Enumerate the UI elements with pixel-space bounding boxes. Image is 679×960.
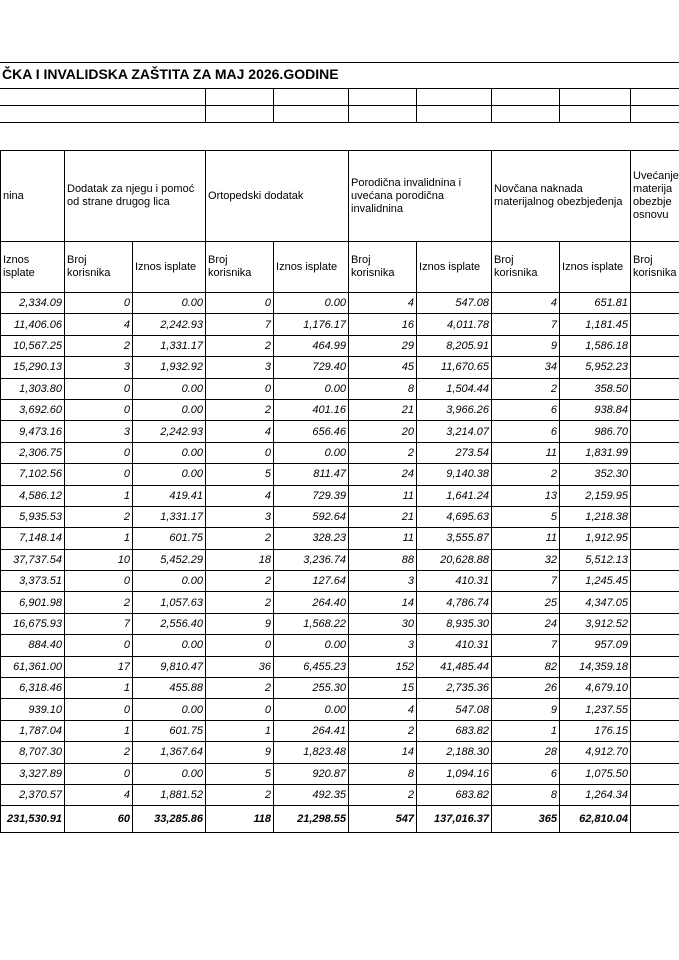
group-header-increase: Uvećanje materija obezbje osnovu <box>631 151 679 242</box>
table-cell: 8,205.91 <box>417 335 492 356</box>
table-cell: 176.15 <box>560 720 631 741</box>
table-cell: 328.23 <box>274 528 349 549</box>
table-cell-empty <box>631 399 679 420</box>
table-cell: 0.00 <box>133 763 206 784</box>
table-cell: 16,675.93 <box>1 613 65 634</box>
table-cell: 5 <box>492 506 560 527</box>
table-cell: 884.40 <box>1 635 65 656</box>
table-cell: 358.50 <box>560 378 631 399</box>
table-cell: 7,148.14 <box>1 528 65 549</box>
table-cell-empty <box>631 613 679 634</box>
table-cell: 1,218.38 <box>560 506 631 527</box>
benefits-table <box>0 150 679 833</box>
table-cell: 2 <box>492 464 560 485</box>
table-cell-empty <box>631 549 679 570</box>
table-cell: 683.82 <box>417 784 492 805</box>
table-cell: 11 <box>349 528 417 549</box>
table-cell: 11 <box>492 442 560 463</box>
table-cell: 0 <box>206 293 274 314</box>
sub-header-count: Broj korisnika <box>65 242 133 293</box>
table-cell: 28 <box>492 742 560 763</box>
table-cell: 9 <box>206 613 274 634</box>
table-cell-empty <box>631 699 679 720</box>
table-cell: 24 <box>492 613 560 634</box>
table-cell: 34 <box>492 357 560 378</box>
sub-header-amount: Iznos isplate <box>560 242 631 293</box>
table-cell: 2,370.57 <box>1 784 65 805</box>
table-cell: 255.30 <box>274 678 349 699</box>
table-cell: 4 <box>492 293 560 314</box>
table-cell-empty <box>631 485 679 506</box>
table-cell: 3,555.87 <box>417 528 492 549</box>
table-row <box>1 528 679 549</box>
table-cell: 2 <box>206 399 274 420</box>
table-cell: 4 <box>349 293 417 314</box>
table-cell: 15 <box>349 678 417 699</box>
table-cell: 410.31 <box>417 635 492 656</box>
table-row <box>1 742 679 763</box>
table-cell-empty <box>631 806 679 833</box>
table-cell: 4,586.12 <box>1 485 65 506</box>
table-cell: 2 <box>65 506 133 527</box>
table-cell: 2 <box>206 335 274 356</box>
table-cell: 0.00 <box>274 635 349 656</box>
table-cell: 1,831.99 <box>560 442 631 463</box>
table-cell-empty <box>631 464 679 485</box>
table-cell: 547 <box>349 806 417 833</box>
table-cell: 3 <box>349 635 417 656</box>
table-cell: 1,881.52 <box>133 784 206 805</box>
table-cell: 455.88 <box>133 678 206 699</box>
table-cell: 729.40 <box>274 357 349 378</box>
table-cell: 1,303.80 <box>1 378 65 399</box>
table-cell: 1,245.45 <box>560 571 631 592</box>
sub-header-count: Broj korisnika <box>492 242 560 293</box>
table-cell: 33,285.86 <box>133 806 206 833</box>
table-cell: 9,140.38 <box>417 464 492 485</box>
table-cell: 2,242.93 <box>133 421 206 442</box>
table-cell: 1,504.44 <box>417 378 492 399</box>
table-cell: 1,331.17 <box>133 335 206 356</box>
table-cell: 2 <box>65 742 133 763</box>
table-cell: 16 <box>349 314 417 335</box>
table-cell: 0 <box>65 378 133 399</box>
table-cell: 9 <box>492 699 560 720</box>
table-cell: 82 <box>492 656 560 677</box>
table-cell: 7 <box>492 571 560 592</box>
table-cell-empty <box>631 421 679 442</box>
table-cell: 3 <box>65 357 133 378</box>
table-row <box>1 442 679 463</box>
blank-row <box>0 88 679 105</box>
table-cell-empty <box>631 506 679 527</box>
table-cell: 41,485.44 <box>417 656 492 677</box>
table-cell: 1 <box>492 720 560 741</box>
table-cell: 37,737.54 <box>1 549 65 570</box>
table-cell: 2,556.40 <box>133 613 206 634</box>
table-cell: 5 <box>206 763 274 784</box>
table-cell: 957.09 <box>560 635 631 656</box>
table-cell: 4,347.05 <box>560 592 631 613</box>
table-cell: 410.31 <box>417 571 492 592</box>
table-cell: 1 <box>206 720 274 741</box>
table-cell: 2,735.36 <box>417 678 492 699</box>
table-cell: 273.54 <box>417 442 492 463</box>
table-cell-empty <box>631 656 679 677</box>
table-cell: 1,586.18 <box>560 335 631 356</box>
table-cell: 811.47 <box>274 464 349 485</box>
table-row <box>1 357 679 378</box>
group-header-material-support: Novčana naknada materijalnog obezbjeđenja <box>492 151 631 242</box>
table-cell: 15,290.13 <box>1 357 65 378</box>
table-cell-empty <box>631 378 679 399</box>
table-cell-empty <box>631 335 679 356</box>
blank-row <box>0 105 679 123</box>
table-cell: 20 <box>349 421 417 442</box>
table-cell-empty <box>631 293 679 314</box>
table-cell: 0 <box>65 464 133 485</box>
table-row <box>1 293 679 314</box>
table-cell: 601.75 <box>133 720 206 741</box>
table-cell: 1,237.55 <box>560 699 631 720</box>
table-cell: 3 <box>206 506 274 527</box>
sub-header-amount: Iznos isplate <box>1 242 65 293</box>
table-cell: 0.00 <box>133 571 206 592</box>
table-cell: 2,242.93 <box>133 314 206 335</box>
table-cell: 14,359.18 <box>560 656 631 677</box>
table-row <box>1 656 679 677</box>
table-cell: 21 <box>349 506 417 527</box>
table-cell: 3,327.89 <box>1 763 65 784</box>
group-header-col0: nina <box>1 151 65 242</box>
table-cell: 1,787.04 <box>1 720 65 741</box>
table-cell-empty <box>631 442 679 463</box>
sub-header-amount: Iznos isplate <box>133 242 206 293</box>
sub-header-count: Broj korisnika <box>349 242 417 293</box>
table-cell: 2,159.95 <box>560 485 631 506</box>
table-cell: 0 <box>65 293 133 314</box>
table-row <box>1 335 679 356</box>
table-cell: 1,823.48 <box>274 742 349 763</box>
table-cell: 0.00 <box>133 378 206 399</box>
table-cell: 0 <box>65 699 133 720</box>
table-cell: 32 <box>492 549 560 570</box>
table-cell: 592.64 <box>274 506 349 527</box>
table-cell: 547.08 <box>417 293 492 314</box>
table-cell: 30 <box>349 613 417 634</box>
table-cell: 0.00 <box>133 699 206 720</box>
table-cell: 6,455.23 <box>274 656 349 677</box>
table-cell: 6 <box>492 421 560 442</box>
table-cell: 3,236.74 <box>274 549 349 570</box>
table-row <box>1 485 679 506</box>
table-cell: 45 <box>349 357 417 378</box>
table-cell: 10,567.25 <box>1 335 65 356</box>
table-cell: 938.84 <box>560 399 631 420</box>
table-cell: 0.00 <box>133 399 206 420</box>
group-header-orthopedic: Ortopedski dodatak <box>206 151 349 242</box>
table-cell: 0 <box>65 763 133 784</box>
table-cell: 939.10 <box>1 699 65 720</box>
table-cell: 3,966.26 <box>417 399 492 420</box>
table-cell: 0.00 <box>274 442 349 463</box>
table-cell: 5,512.13 <box>560 549 631 570</box>
table-row <box>1 635 679 656</box>
table-cell: 231,530.91 <box>1 806 65 833</box>
table-cell: 0.00 <box>133 464 206 485</box>
table-cell: 21 <box>349 399 417 420</box>
group-header-family-disability: Porodična invalidnina i uvećana porodična invalidnina <box>349 151 492 242</box>
table-cell-empty <box>631 635 679 656</box>
table-cell: 60 <box>65 806 133 833</box>
table-cell: 3,912.52 <box>560 613 631 634</box>
group-header-care-allowance: Dodatak za njegu i pomoć od strane drugog lica <box>65 151 206 242</box>
table-cell: 0 <box>65 442 133 463</box>
table-cell: 2 <box>349 720 417 741</box>
table-cell: 0.00 <box>133 635 206 656</box>
table-cell: 2 <box>206 528 274 549</box>
table-cell: 5,452.29 <box>133 549 206 570</box>
table-cell-empty <box>631 720 679 741</box>
table-row <box>1 699 679 720</box>
table-cell: 9,810.47 <box>133 656 206 677</box>
table-cell: 29 <box>349 335 417 356</box>
table-cell: 1,176.17 <box>274 314 349 335</box>
table-cell: 4,679.10 <box>560 678 631 699</box>
table-cell: 0 <box>206 635 274 656</box>
table-row <box>1 421 679 442</box>
table-cell: 2 <box>206 592 274 613</box>
table-row <box>1 613 679 634</box>
table-cell: 0 <box>65 399 133 420</box>
table-row <box>1 571 679 592</box>
table-cell: 152 <box>349 656 417 677</box>
table-cell: 401.16 <box>274 399 349 420</box>
table-cell: 1,932.92 <box>133 357 206 378</box>
table-cell: 20,628.88 <box>417 549 492 570</box>
sub-header-amount: Iznos isplate <box>417 242 492 293</box>
table-cell: 0 <box>65 571 133 592</box>
table-cell: 137,016.37 <box>417 806 492 833</box>
table-cell: 0 <box>206 442 274 463</box>
table-cell: 1,568.22 <box>274 613 349 634</box>
table-cell: 5,935.53 <box>1 506 65 527</box>
sub-header-row <box>1 242 679 293</box>
table-cell: 683.82 <box>417 720 492 741</box>
table-cell: 547.08 <box>417 699 492 720</box>
table-row <box>1 378 679 399</box>
table-cell: 419.41 <box>133 485 206 506</box>
table-row <box>1 314 679 335</box>
table-cell: 1 <box>65 485 133 506</box>
table-cell: 7 <box>492 635 560 656</box>
table-cell: 920.87 <box>274 763 349 784</box>
total-row <box>1 806 679 833</box>
table-cell: 7 <box>206 314 274 335</box>
table-cell: 264.40 <box>274 592 349 613</box>
table-cell: 352.30 <box>560 464 631 485</box>
table-cell: 14 <box>349 742 417 763</box>
table-cell: 3 <box>206 357 274 378</box>
table-cell: 729.39 <box>274 485 349 506</box>
table-cell: 4,786.74 <box>417 592 492 613</box>
table-row <box>1 549 679 570</box>
table-cell: 264.41 <box>274 720 349 741</box>
table-cell-empty <box>631 742 679 763</box>
table-cell: 8,935.30 <box>417 613 492 634</box>
table-row <box>1 399 679 420</box>
table-cell: 1 <box>65 528 133 549</box>
table-cell: 2 <box>206 678 274 699</box>
table-cell: 11 <box>349 485 417 506</box>
table-cell: 4 <box>206 421 274 442</box>
table-cell: 1,331.17 <box>133 506 206 527</box>
table-cell: 18 <box>206 549 274 570</box>
table-cell: 986.70 <box>560 421 631 442</box>
table-cell: 21,298.55 <box>274 806 349 833</box>
table-cell: 651.81 <box>560 293 631 314</box>
table-cell: 1,367.64 <box>133 742 206 763</box>
sub-header-count: Broj korisnika <box>631 242 679 293</box>
table-cell-empty <box>631 357 679 378</box>
sub-header-amount: Iznos isplate <box>274 242 349 293</box>
table-cell: 2 <box>349 784 417 805</box>
table-cell: 118 <box>206 806 274 833</box>
table-cell: 88 <box>349 549 417 570</box>
table-row <box>1 464 679 485</box>
table-cell: 1,264.34 <box>560 784 631 805</box>
table-cell: 2,188.30 <box>417 742 492 763</box>
table-cell: 0.00 <box>274 293 349 314</box>
table-cell: 17 <box>65 656 133 677</box>
blank-header-rows <box>0 88 679 123</box>
table-cell: 14 <box>349 592 417 613</box>
table-cell: 25 <box>492 592 560 613</box>
table-row <box>1 678 679 699</box>
table-cell: 464.99 <box>274 335 349 356</box>
table-cell: 3,214.07 <box>417 421 492 442</box>
table-cell: 0.00 <box>133 442 206 463</box>
table-cell: 11,406.06 <box>1 314 65 335</box>
table-cell: 9 <box>206 742 274 763</box>
table-cell: 0.00 <box>133 293 206 314</box>
table-cell: 0.00 <box>274 378 349 399</box>
table-cell: 1 <box>65 678 133 699</box>
table-cell: 2 <box>65 335 133 356</box>
table-cell: 1,075.50 <box>560 763 631 784</box>
table-cell: 3,692.60 <box>1 399 65 420</box>
table-cell: 2,334.09 <box>1 293 65 314</box>
table-row <box>1 784 679 805</box>
table-cell: 0.00 <box>274 699 349 720</box>
table-cell: 6,318.46 <box>1 678 65 699</box>
table-cell-empty <box>631 763 679 784</box>
table-cell: 4,011.78 <box>417 314 492 335</box>
table-cell: 2 <box>492 378 560 399</box>
table-cell: 2 <box>349 442 417 463</box>
table-cell-empty <box>631 592 679 613</box>
table-cell: 4,912.70 <box>560 742 631 763</box>
table-cell: 2,306.75 <box>1 442 65 463</box>
table-cell: 6 <box>492 763 560 784</box>
group-header-row <box>1 151 679 242</box>
table-cell: 4 <box>65 314 133 335</box>
table-cell: 62,810.04 <box>560 806 631 833</box>
table-cell: 656.46 <box>274 421 349 442</box>
table-cell: 2 <box>206 571 274 592</box>
table-cell: 1,181.45 <box>560 314 631 335</box>
table-cell: 1,641.24 <box>417 485 492 506</box>
table-cell: 365 <box>492 806 560 833</box>
table-cell: 1,912.95 <box>560 528 631 549</box>
table-cell: 5,952.23 <box>560 357 631 378</box>
table-cell: 7,102.56 <box>1 464 65 485</box>
table-cell: 8 <box>492 784 560 805</box>
table-cell: 1,094.16 <box>417 763 492 784</box>
table-cell-empty <box>631 784 679 805</box>
sub-header-count: Broj korisnika <box>206 242 274 293</box>
table-cell: 61,361.00 <box>1 656 65 677</box>
report-title: ČKA I INVALIDSKA ZAŠTITA ZA MAJ 2026.GODINE <box>0 62 679 84</box>
table-cell: 7 <box>492 314 560 335</box>
table-cell: 5 <box>206 464 274 485</box>
table-cell: 0 <box>206 699 274 720</box>
table-cell: 3,373.51 <box>1 571 65 592</box>
table-cell: 26 <box>492 678 560 699</box>
table-cell: 1 <box>65 720 133 741</box>
table-cell: 4,695.63 <box>417 506 492 527</box>
table-cell: 11,670.65 <box>417 357 492 378</box>
table-cell: 4 <box>65 784 133 805</box>
table-row <box>1 592 679 613</box>
table-cell-empty <box>631 678 679 699</box>
table-cell-empty <box>631 571 679 592</box>
table-cell: 0 <box>206 378 274 399</box>
table-cell: 10 <box>65 549 133 570</box>
table-cell: 127.64 <box>274 571 349 592</box>
table-cell: 8 <box>349 763 417 784</box>
table-cell: 24 <box>349 464 417 485</box>
table-cell: 6 <box>492 399 560 420</box>
table-cell: 8,707.30 <box>1 742 65 763</box>
table-row <box>1 763 679 784</box>
table-cell: 8 <box>349 378 417 399</box>
table-cell: 6,901.98 <box>1 592 65 613</box>
table-cell: 3 <box>349 571 417 592</box>
table-cell: 601.75 <box>133 528 206 549</box>
table-cell-empty <box>631 528 679 549</box>
table-cell: 1,057.63 <box>133 592 206 613</box>
table-cell: 13 <box>492 485 560 506</box>
table-row <box>1 506 679 527</box>
table-cell: 9 <box>492 335 560 356</box>
table-cell: 4 <box>349 699 417 720</box>
table-cell: 3 <box>65 421 133 442</box>
table-cell: 7 <box>65 613 133 634</box>
table-cell: 36 <box>206 656 274 677</box>
table-cell: 4 <box>206 485 274 506</box>
table-cell: 11 <box>492 528 560 549</box>
table-cell: 2 <box>65 592 133 613</box>
table-cell: 2 <box>206 784 274 805</box>
table-cell-empty <box>631 314 679 335</box>
table-cell: 0 <box>65 635 133 656</box>
table-cell: 9,473.16 <box>1 421 65 442</box>
table-cell: 492.35 <box>274 784 349 805</box>
table-row <box>1 720 679 741</box>
